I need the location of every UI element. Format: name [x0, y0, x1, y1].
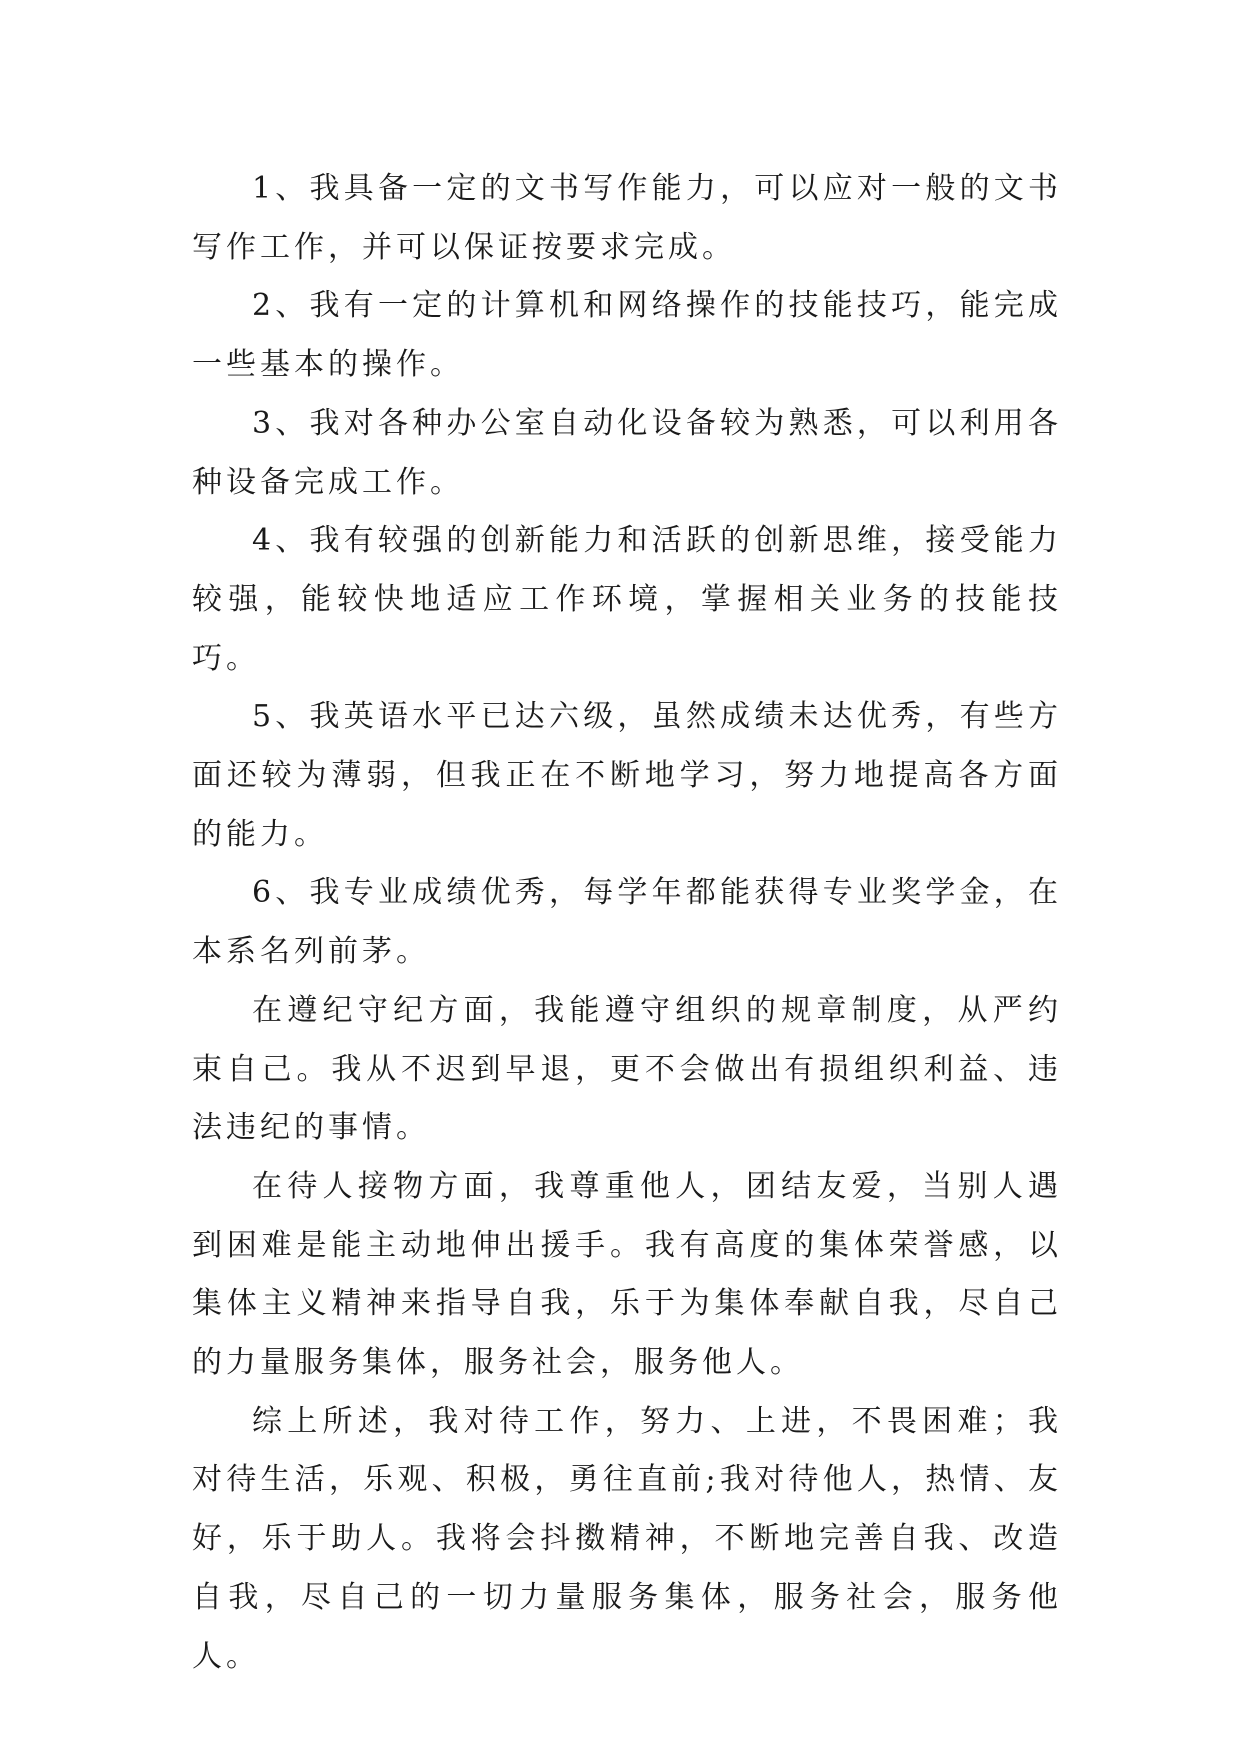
paragraph-skill-writing: 1、我具备一定的文书写作能力，可以应对一般的文书写作工作，并可以保证按要求完成。 [192, 171, 1062, 265]
paragraph-skill-academic: 6、我专业成绩优秀，每学年都能获得专业奖学金，在本系名列前茅。 [192, 875, 1062, 970]
paragraph-skill-english: 5、我英语水平已达六级，虽然成绩未达优秀，有些方面还较为薄弱，但我正在不断地学习，努力地提高各方面的能力。 [192, 699, 1062, 852]
paragraph-discipline: 在遵纪守纪方面，我能遵守组织的规章制度，从严约束自己。我从不迟到早退，更不会做出有损组织利益、违法违纪的事情。 [192, 992, 1062, 1146]
paragraph-skill-office-equipment: 3、我对各种办公室自动化设备较为熟悉，可以利用各种设备完成工作。 [192, 405, 1062, 500]
paragraph-skill-computer: 2、我有一定的计算机和网络操作的技能技巧，能完成一些基本的操作。 [192, 288, 1062, 383]
paragraph-skill-innovation: 4、我有较强的创新能力和活跃的创新思维，接受能力较强，能较快地适应工作环境，掌握相关业务的技能技巧。 [192, 523, 1062, 676]
document-body [192, 160, 1062, 1686]
paragraph-summary: 综上所述，我对待工作，努力、上进，不畏困难；我对待生活，乐观、积极，勇往直前;我对待他人，热情、友好，乐于助人。我将会抖擞精神，不断地完善自我、改造自我，尽自己的一切力量服务集体，服务社会，服务他人。 [192, 1403, 1062, 1674]
paragraph-interpersonal: 在待人接物方面，我尊重他人，团结友爱，当别人遇到困难是能主动地伸出援手。我有高度的集体荣誉感，以集体主义精神来指导自我，乐于为集体奉献自我，尽自己的力量服务集体，服务社会，服务他人。 [192, 1168, 1062, 1381]
